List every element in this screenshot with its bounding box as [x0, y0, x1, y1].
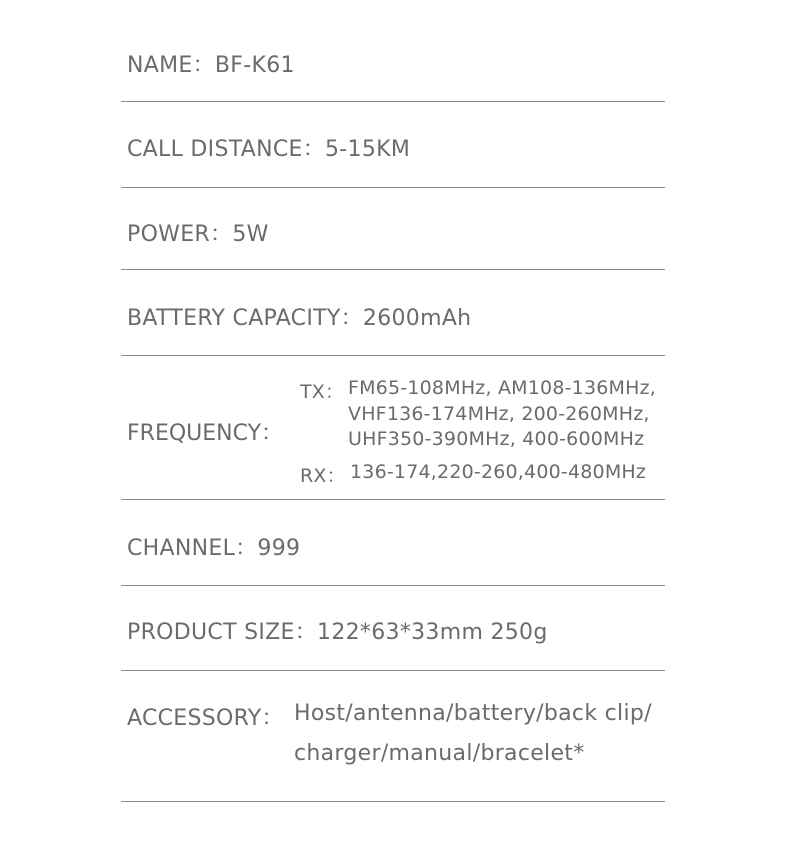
spec-accessory-label: ACCESSORY：: [127, 706, 284, 731]
spec-accessory-line-2: charger/manual/bracelet*: [294, 741, 585, 766]
frequency-tx-line-2: VHF136-174MHz, 200-260MHz,: [348, 403, 650, 425]
spec-product-size: PRODUCT SIZE：122*63*33mm 250g: [127, 620, 548, 645]
divider: [121, 187, 665, 188]
spec-name: NAME：BF-K61: [127, 53, 295, 78]
spec-frequency-label: FREQUENCY：: [127, 421, 284, 446]
frequency-rx-label: RX：: [300, 465, 346, 487]
frequency-tx-line-1: FM65-108MHz, AM108-136MHz,: [348, 377, 657, 399]
divider: [121, 101, 665, 102]
spec-call-distance: CALL DISTANCE：5-15KM: [127, 137, 411, 162]
frequency-rx-value: 136-174,220-260,400-480MHz: [350, 461, 647, 483]
divider: [121, 355, 665, 356]
divider: [121, 269, 665, 270]
spec-channel: CHANNEL：999: [127, 536, 301, 561]
divider: [121, 670, 665, 671]
divider: [121, 585, 665, 586]
frequency-tx-label: TX：: [300, 381, 345, 403]
spec-battery-capacity: BATTERY CAPACITY：2600mAh: [127, 306, 472, 331]
frequency-tx-line-3: UHF350-390MHz, 400-600MHz: [348, 428, 645, 450]
spec-accessory-line-1: Host/antenna/battery/back clip/: [294, 701, 652, 726]
divider: [121, 801, 665, 802]
divider: [121, 499, 665, 500]
spec-power: POWER：5W: [127, 222, 269, 247]
